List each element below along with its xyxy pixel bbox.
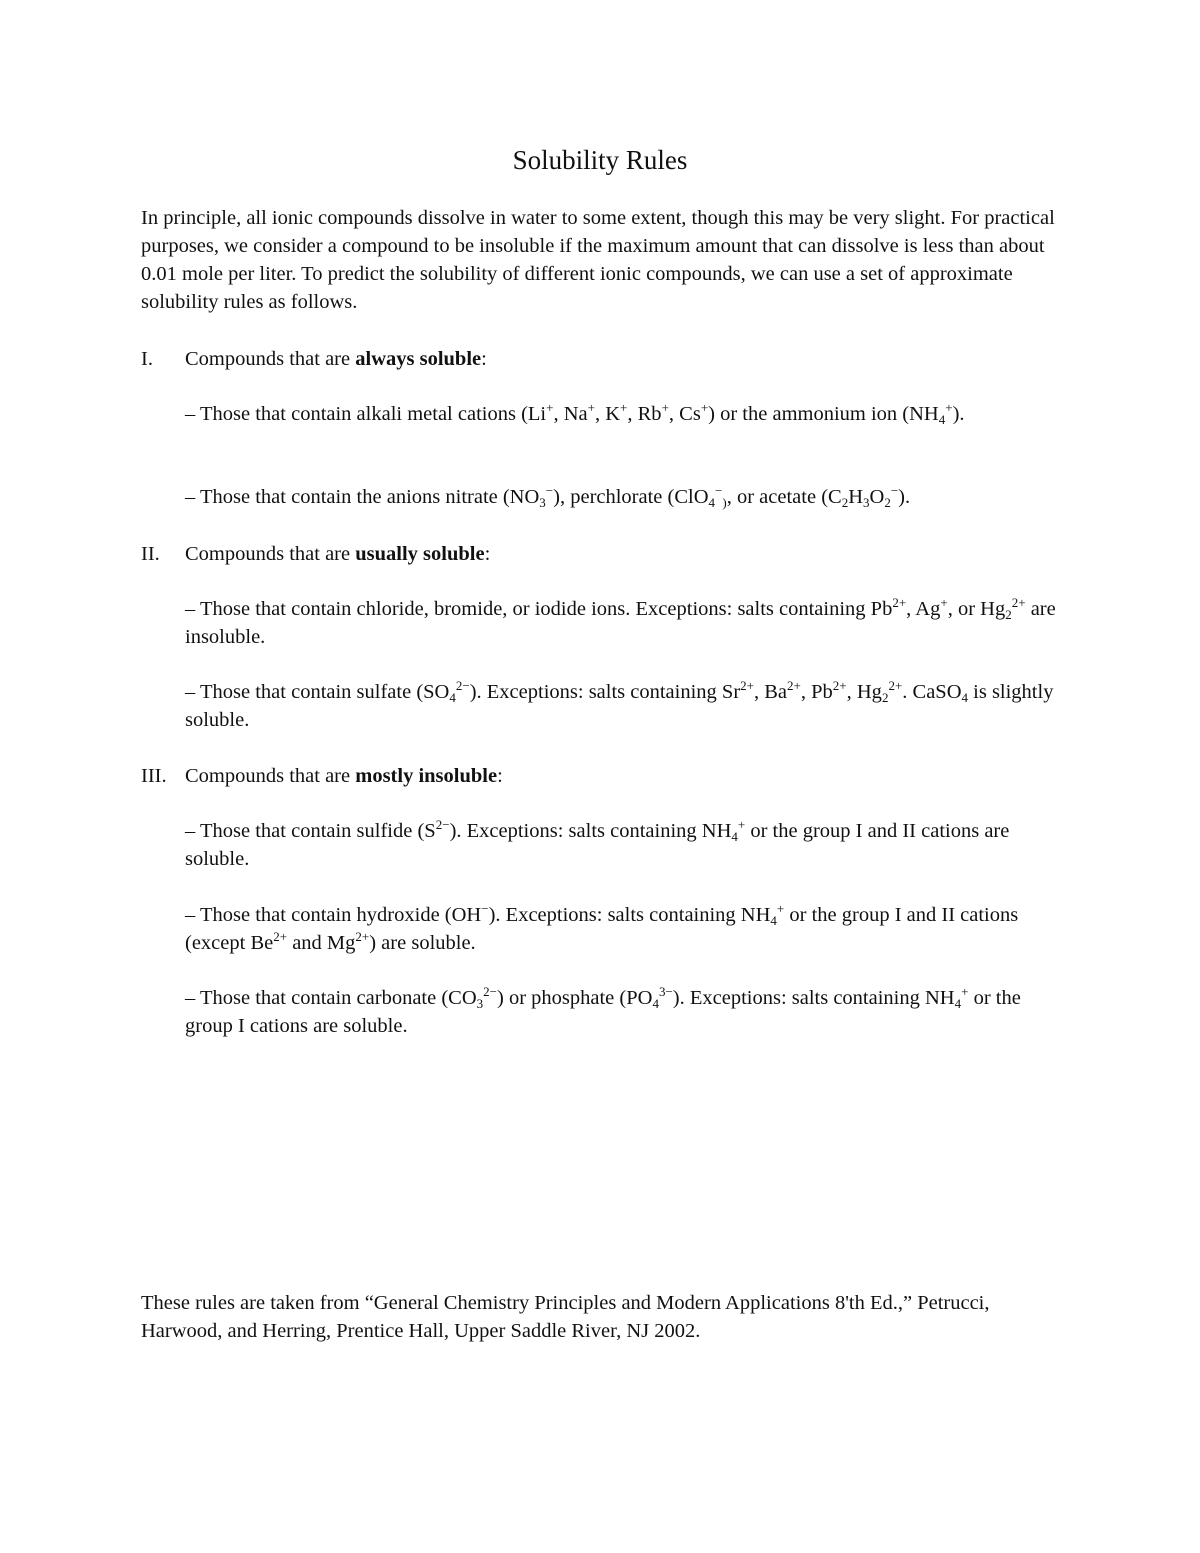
rule-item: – Those that contain sulfide $(S^{2-})$. Exceptions: salts containing $NH_4^+$ or the group I and II cations are soluble. [185,817,1010,870]
section-emphasis: mostly insoluble [355,765,498,787]
rule-item: – Those that contain hydroxide (OH−). Exceptions: salts containing $NH_4^+$ or the group I and II cations (except $Be^{2+}$ and $Mg^{2+}$) are soluble. [185,901,1019,954]
intro-paragraph: In principle, all ionic compounds dissolve in water to some extent, though this may be very slight. For practical purposes, we consider a compound to be insoluble if the maximum amount that can dissolve is less than about 0.01 mole per liter. To predict the solubility of different ionic compounds, we can use a set of approximate solubility rules as follows. [141,207,1055,313]
rule-item: – Those that contain the anions nitrate $(NO_3^-)$, perchlorate (ClO$_4$−$_)$, or acetate $(C_2H_3O_2^-)$. [185,483,911,510]
section-emphasis: usually soluble [355,543,485,565]
rule-item: – Those that contain carbonate $(CO_3^{2-})$ or phosphate $(PO_4^{3-})$. Exceptions: salts containing $NH_4^+$ or the group I cations are soluble. [185,984,1021,1037]
section-text: Compounds that are usually soluble: [185,543,491,565]
source-citation: These rules are taken from “General Chemistry Principles and Modern Applications 8'th Ed.,” Petrucci, Harwood, and Herring, Prentice Hall, Upper Saddle River, NJ 2002. [141,1292,990,1342]
section-text: Compounds that are always soluble: [185,348,487,370]
section-text: Compounds that are mostly insoluble: [185,765,503,787]
section-numeral: III. [141,765,167,787]
rule-item: – Those that contain chloride, bromide, or iodide ions. Exceptions: salts containing $Pb^{2+}$, Ag+, or $Hg_2^{2+}$ are insoluble. [185,595,1056,648]
rule-item: – Those that contain alkali metal cations (Li+, Na+, K+, Rb+, Cs+) or the ammonium ion $(NH_4^+)$. [185,400,965,427]
section-numeral: I. [141,348,153,370]
section-emphasis: always soluble [355,348,482,370]
section-numeral: II. [141,543,160,565]
page-title: Solubility Rules [512,145,688,175]
rule-item: – Those that contain sulfate $(SO_4^{2-})$. Exceptions: salts containing $Sr^{2+}$, $Ba^{2+}$, $Pb^{2+}$, $Hg_2^{2+}$. CaSO$_4$ is slightly soluble. [185,678,1054,731]
